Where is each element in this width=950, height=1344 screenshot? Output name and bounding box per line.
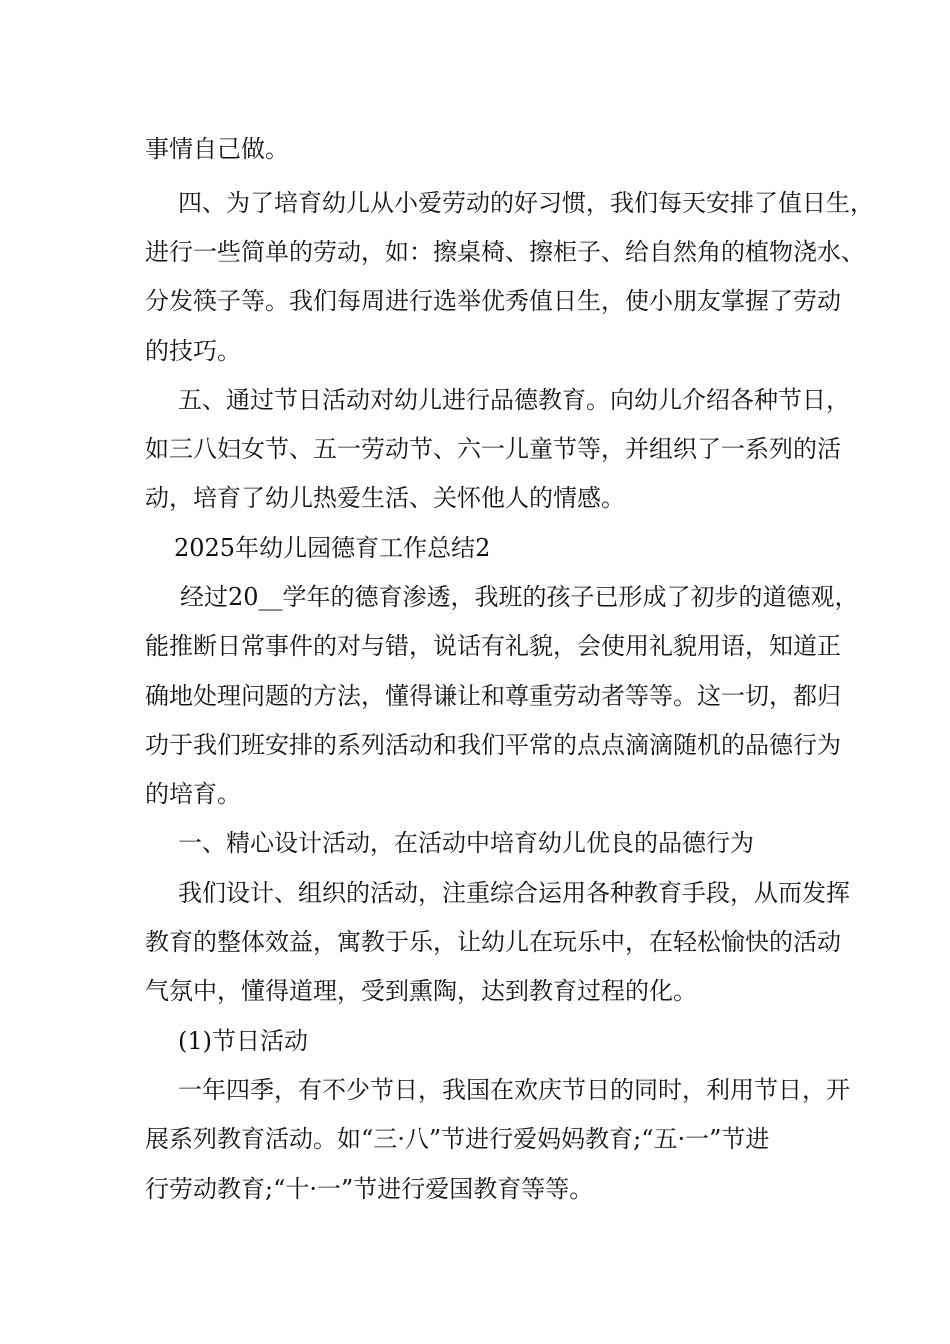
text-line: 教育的整体效益，寓教于乐，让幼儿在玩乐中，在轻松愉快的活动 [145,928,841,956]
text-line: 如三八妇女节、五一劳动节、六一儿童节等，并组织了一系列的活 [145,435,841,463]
text-line: 分发筷子等。我们每周进行选举优秀值日生，使小朋友掌握了劳动 [145,287,841,315]
text-line: 行劳动教育;“十·一”节进行爱国教育等等。 [145,1175,594,1203]
section-heading: 2025年幼儿园德育工作总结2 [174,534,491,562]
text-line: 一年四季，有不少节日，我国在欢庆节日的同时，利用节日，开 [178,1076,850,1104]
text-line: 的技巧。 [145,337,241,365]
text-line: 的培育。 [145,780,241,808]
text-line: 事情自己做。 [145,135,289,163]
text-line: 进行一些简单的劳动，如：擦桌椅、擦柜子、给自然角的植物浇水、 [145,238,865,266]
text-line: 气氛中，懂得道理，受到熏陶，达到教育过程的化。 [145,977,697,1005]
text-line: 我们设计、组织的活动，注重综合运用各种教育手段，从而发挥 [178,879,850,907]
text-line: 四、为了培育幼儿从小爱劳动的好习惯，我们每天安排了值日生， [178,189,874,217]
text-line: 展系列教育活动。如“三·八”节进行爱妈妈教育;“五·一”节进 [145,1125,770,1153]
text-line: 动，培育了幼儿热爱生活、关怀他人的情感。 [145,484,625,512]
subsection-heading: 一、精心设计活动，在活动中培育幼儿优良的品德行为 [178,829,754,857]
text-line: 能推断日常事件的对与错，说话有礼貌，会使用礼貌用语，知道正 [145,632,841,660]
text-line: 五、通过节日活动对幼儿进行品德教育。向幼儿介绍各种节日， [178,386,850,414]
subsection-heading: (1)节日活动 [178,1027,308,1055]
text-line: 功于我们班安排的系列活动和我们平常的点点滴滴随机的品德行为 [145,731,841,759]
text-line: 确地处理问题的方法，懂得谦让和尊重劳动者等等。这一切，都归 [145,682,841,710]
text-line: 经过20__学年的德育渗透，我班的孩子已形成了初步的道德观， [180,583,859,611]
